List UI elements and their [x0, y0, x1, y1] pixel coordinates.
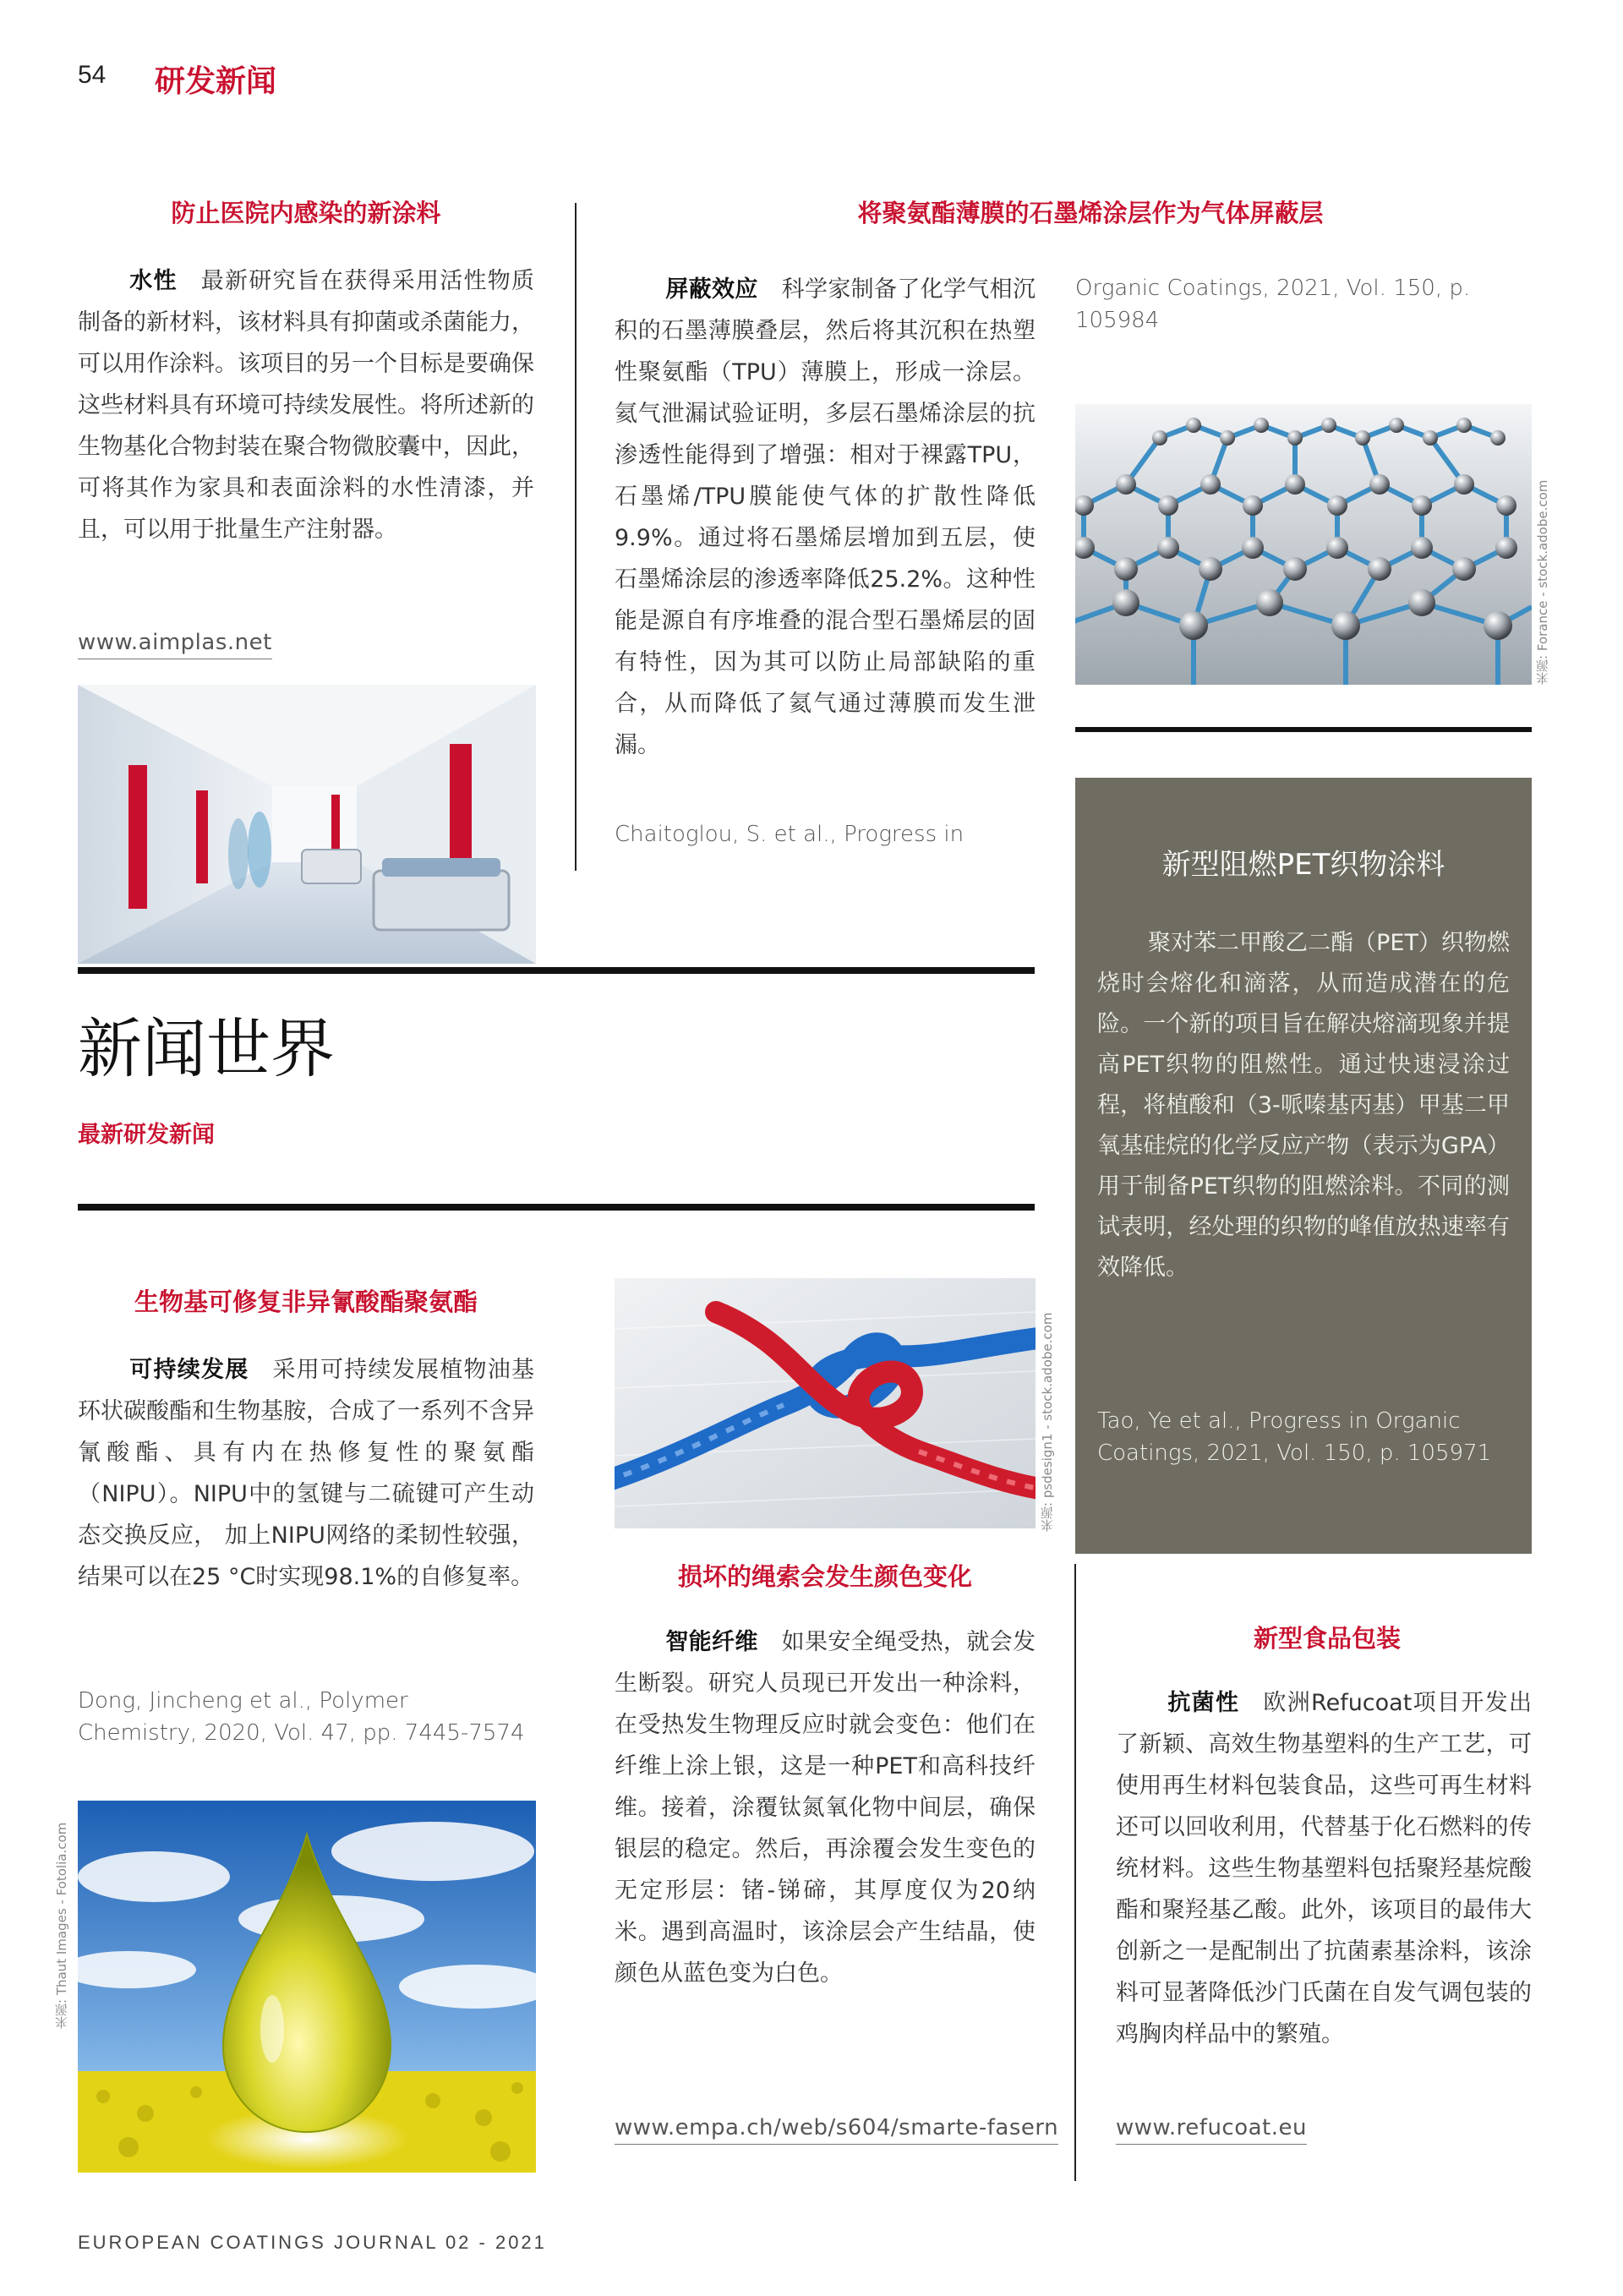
oil-drop-image	[78, 1801, 536, 2173]
article-body-food	[1116, 1682, 1532, 2055]
image-credit-nipu: 来源: Thaut Images - Fotolia.com	[54, 1822, 69, 2029]
article-title-food: 新型食品包装	[1253, 1624, 1401, 1653]
article-title-graphene: 将聚氨酯薄膜的石墨烯涂层作为气体屏蔽层	[857, 199, 1324, 227]
reference-graphene-part2: Organic Coatings, 2021, Vol. 150, p. 105984	[1075, 276, 1471, 333]
hospital-corridor-image	[78, 685, 536, 964]
image-credit-rope: 来源: psdesign1 - stock.adobe.com	[1040, 1312, 1055, 1532]
article-body-pet	[1097, 923, 1510, 1288]
article-title-rope: 损坏的绳索会发生颜色变化	[677, 1562, 972, 1591]
image-credit-graphene: 来源: Forance - stock.adobe.com	[1535, 479, 1550, 685]
hero-rule-bottom	[78, 1204, 1035, 1211]
rope-knot-image	[615, 1278, 1036, 1528]
journal-footer: EUROPEAN COATINGS JOURNAL 02 - 2021	[78, 2232, 547, 2253]
reference-pet: Tao, Ye et al., Progress in Organic Coatings, 2021, Vol. 150, p. 105971	[1097, 1408, 1492, 1466]
lead-word: 抗菌性	[1167, 1690, 1240, 1716]
body-text: 采用可持续发展植物油基环状碳酸酯和生物基胺，合成了一系列不含异氰酸酯、具有内在热修复性的聚氨酯（NIPU）。NIPU中的氢键与二硫键可产生动态交换反应， 加上NIPU网络的柔韧性较强，结果可以在25 °C时实现98.1%的自修复率。	[78, 1357, 534, 1590]
link-empa[interactable]: www.empa.ch/web/s604/smarte-fasern	[615, 2115, 1058, 2145]
section-title: 研发新闻	[155, 64, 277, 99]
body-text: 科学家制备了化学气相沉积的石墨薄膜叠层，然后将其沉积在热塑性聚氨酯（TPU）薄膜上，形成一涂层。氦气泄漏试验证明，多层石墨烯涂层的抗渗透性能得到了增强：相对于裸露TPU，石墨烯/TPU膜能使气体的扩散性降低9.9%。通过将石墨烯层增加到五层，使石墨烯涂层的渗透率降低25.2%。这种性能是源自有序堆叠的混合型石墨烯层的固有特性，因为其可以防止局部缺陷的重合，从而降低了氦气通过薄膜而发生泄漏。	[615, 276, 1036, 758]
body-text: 如果安全绳受热，就会发生断裂。研究人员现已开发出一种涂料，在受热发生物理反应时就会变色：他们在纤维上涂上银，这是一种PET和高科技纤维。接着，涂覆钛氮氧化物中间层，确保银层的稳定。然后，再涂覆会发生变色的无定形层：锗-锑碲，其厚度仅为20纳米。遇到高温时，该涂层会产生结晶，使颜色从蓝色变为白色。	[615, 1629, 1036, 1987]
reference-graphene-part1: Chaitoglou, S. et al., Progress in	[615, 822, 965, 847]
article-title-pet: 新型阻燃PET织物涂料	[1161, 848, 1445, 882]
column-divider-right-bottom	[1074, 1564, 1076, 2181]
article-body-nipu	[78, 1349, 534, 1598]
body-text: 最新研究旨在获得采用活性物质制备的新材料，该材料具有抑菌或杀菌能力，可以用作涂料。该项目的另一个目标是要确保这些材料具有环境可持续发展性。将所述新的生物基化合物封装在聚合物微胶囊中，因此，可将其作为家具和表面涂料的水性清漆，并且，可以用于批量生产注射器。	[78, 268, 534, 543]
lead-word: 可持续发展	[128, 1357, 249, 1383]
link-aimplas[interactable]: www.aimplas.net	[78, 630, 272, 659]
lead-word: 水性	[128, 268, 178, 294]
graphene-lattice-image	[1075, 404, 1532, 685]
column-divider-top	[575, 203, 577, 871]
hero-subtitle: 最新研发新闻	[78, 1122, 215, 1148]
article-title-nipu: 生物基可修复非异氰酸酯聚氨酯	[134, 1287, 478, 1316]
page-number: 54	[78, 61, 107, 89]
hero-rule-top	[78, 967, 1035, 974]
lead-word: 智能纤维	[665, 1629, 758, 1655]
pet-article-box	[1075, 778, 1532, 1554]
article-body-rope	[615, 1621, 1036, 1994]
body-text: 欧洲Refucoat项目开发出了新颖、高效生物基塑料的生产工艺，可使用再生材料包装食品，这些可再生材料还可以回收利用，代替基于化石燃料的传统材料。这些生物基塑料包括聚羟基烷酸酯和聚羟基乙酸。此外，该项目的最伟大创新之一是配制出了抗菌素基涂料，该涂料可显著降低沙门氏菌在自发气调包装的鸡胸肉样品中的繁殖。	[1116, 1690, 1532, 2047]
rule-graphene	[1075, 727, 1532, 732]
article-title-hospital: 防止医院内感染的新涂料	[171, 199, 441, 227]
article-body-graphene	[615, 269, 1036, 766]
hero-title: 新闻世界	[78, 1011, 335, 1086]
body-text: 聚对苯二甲酸乙二酯（PET）织物燃烧时会熔化和滴落，从而造成潜在的危险。一个新的项目旨在解决熔滴现象并提高PET织物的阻燃性。通过快速浸涂过程，将植酸和（3-哌嗪基丙基）甲基二甲氧基硅烷的化学反应产物（表示为GPA）用于制备PET织物的阻燃涂料。不同的测试表明，经处理的织物的峰值放热速率有效降低。	[1097, 930, 1510, 1281]
article-body-hospital	[78, 260, 534, 550]
link-refucoat[interactable]: www.refucoat.eu	[1116, 2115, 1307, 2145]
lead-word: 屏蔽效应	[665, 276, 758, 303]
reference-nipu: Dong, Jincheng et al., Polymer Chemistry, 2020, Vol. 47, pp. 7445-7574	[78, 1688, 525, 1746]
